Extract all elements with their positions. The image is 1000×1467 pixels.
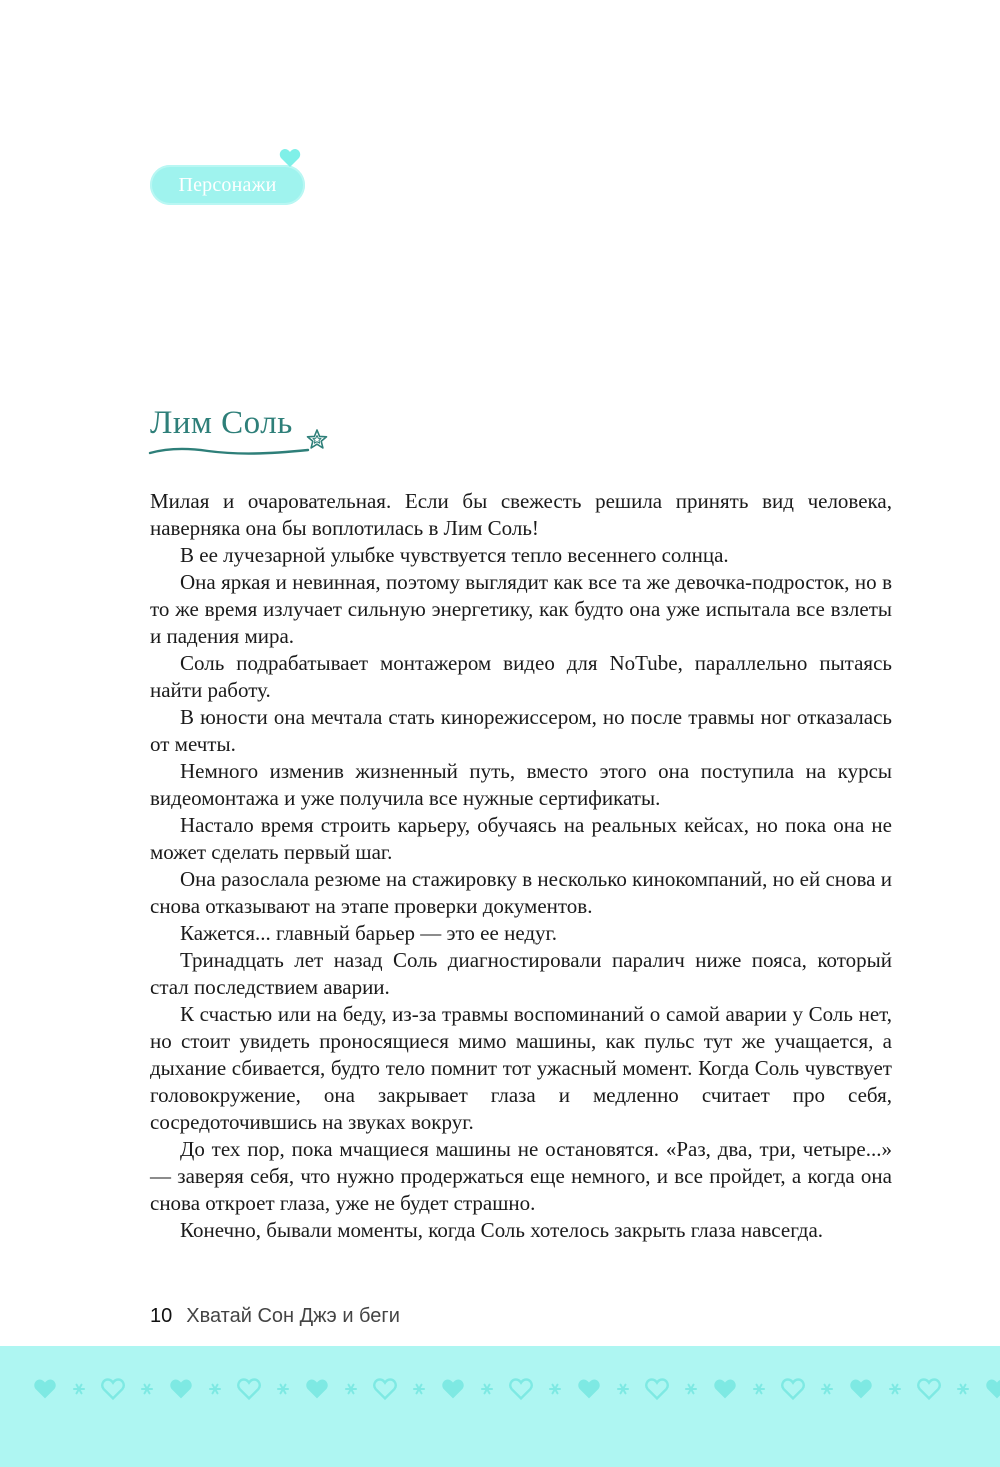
paragraph: Кажется... главный барьер — это ее недуг. <box>180 921 558 945</box>
heart-outline-icon <box>238 1380 259 1399</box>
paragraph: Настало время строить карьеру, обучаясь на реальных кейсах, но пока она не может сделать первый шаг. <box>150 813 892 864</box>
paragraph: В ее лучезарной улыбке чувствуется тепло весеннего солнца. <box>180 543 729 567</box>
paragraph: Соль подрабатывает монтажером видео для NoTube, параллельно пытаясь найти работу. <box>150 651 892 702</box>
page-number: 10 <box>150 1305 173 1327</box>
paragraph: Конечно, бывали моменты, когда Соль хотелось закрыть глаза навсегда. <box>180 1218 824 1242</box>
heart-outline-icon <box>646 1380 667 1399</box>
page-footer <box>150 1305 400 1328</box>
heart-outline-icon <box>510 1380 531 1399</box>
heart-outline-icon <box>782 1380 803 1399</box>
asterisk-icon <box>210 1385 220 1394</box>
book-title: Хватай Сон Джэ и беги <box>186 1305 400 1327</box>
paragraph: Милая и очаровательная. Если бы свежесть решила принять вид человека, наверняка она бы воплотилась в Лим Соль! <box>150 489 892 540</box>
asterisk-icon <box>550 1385 560 1394</box>
paragraph: Немного изменив жизненный путь, вместо этого она поступила на курсы видеомонтажа и уже получила все нужные сертификаты. <box>150 759 892 810</box>
paragraph: Тринадцать лет назад Соль диагностировали паралич ниже пояса, который стал последствием аварии. <box>150 948 892 999</box>
section-tag <box>150 162 307 207</box>
asterisk-icon <box>414 1385 424 1394</box>
heart-icon <box>714 1380 735 1399</box>
heart-outline-icon <box>918 1380 939 1399</box>
heart-icon <box>850 1380 871 1399</box>
asterisk-icon <box>278 1385 288 1394</box>
character-name: Лим Соль <box>150 405 293 441</box>
band-pattern <box>0 1346 1000 1467</box>
asterisk-icon <box>74 1385 84 1394</box>
asterisk-icon <box>142 1385 152 1394</box>
asterisk-icon <box>958 1385 968 1394</box>
heart-icon <box>279 148 301 168</box>
decorative-band <box>0 1346 1000 1467</box>
heart-icon <box>442 1380 463 1399</box>
heart-icon <box>306 1380 327 1399</box>
paragraph: До тех пор, пока мчащиеся машины не остановятся. «Раз, два, три, четыре...» — заверяя себя, что нужно продержаться еще немного, и все пройдет, а когда она снова откроет глаза, уже не будет страшно. <box>150 1137 892 1215</box>
paragraph: Она разослала резюме на стажировку в несколько кинокомпаний, но ей снова и снова отказывают на этапе проверки документов. <box>150 867 892 918</box>
body-text <box>150 488 892 1244</box>
title-underline <box>148 444 312 458</box>
asterisk-icon <box>346 1385 356 1394</box>
asterisk-icon <box>754 1385 764 1394</box>
section-tag-label: Персонажи <box>178 174 277 196</box>
heart-icon <box>578 1380 599 1399</box>
paragraph: К счастью или на беду, из-за травмы воспоминаний о самой аварии у Соль нет, но стоит увидеть проносящиеся мимо машины, как пульс тут же учащается, а дыхание сбивается, будто тело помнит тот ужасный момент. Когда Соль чувствует головокружение, она закрывает глаза и медленно считает про себя, сосредоточившись на звуках вокруг. <box>150 1002 892 1134</box>
asterisk-icon <box>482 1385 492 1394</box>
paragraph: Она яркая и невинная, поэтому выглядит как все та же девочка-подросток, но в то же время излучает сильную энергетику, как будто она уже испытала все взлеты и падения мира. <box>150 570 892 648</box>
heart-icon <box>170 1380 191 1399</box>
asterisk-icon <box>822 1385 832 1394</box>
heart-icon <box>986 1380 1000 1399</box>
heart-outline-icon <box>102 1380 123 1399</box>
asterisk-icon <box>890 1385 900 1394</box>
asterisk-icon <box>686 1385 696 1394</box>
asterisk-icon <box>618 1385 628 1394</box>
heart-outline-icon <box>374 1380 395 1399</box>
paragraph: В юности она мечтала стать кинорежиссером, но после травмы ног отказалась от мечты. <box>150 705 892 756</box>
heart-icon <box>34 1380 55 1399</box>
